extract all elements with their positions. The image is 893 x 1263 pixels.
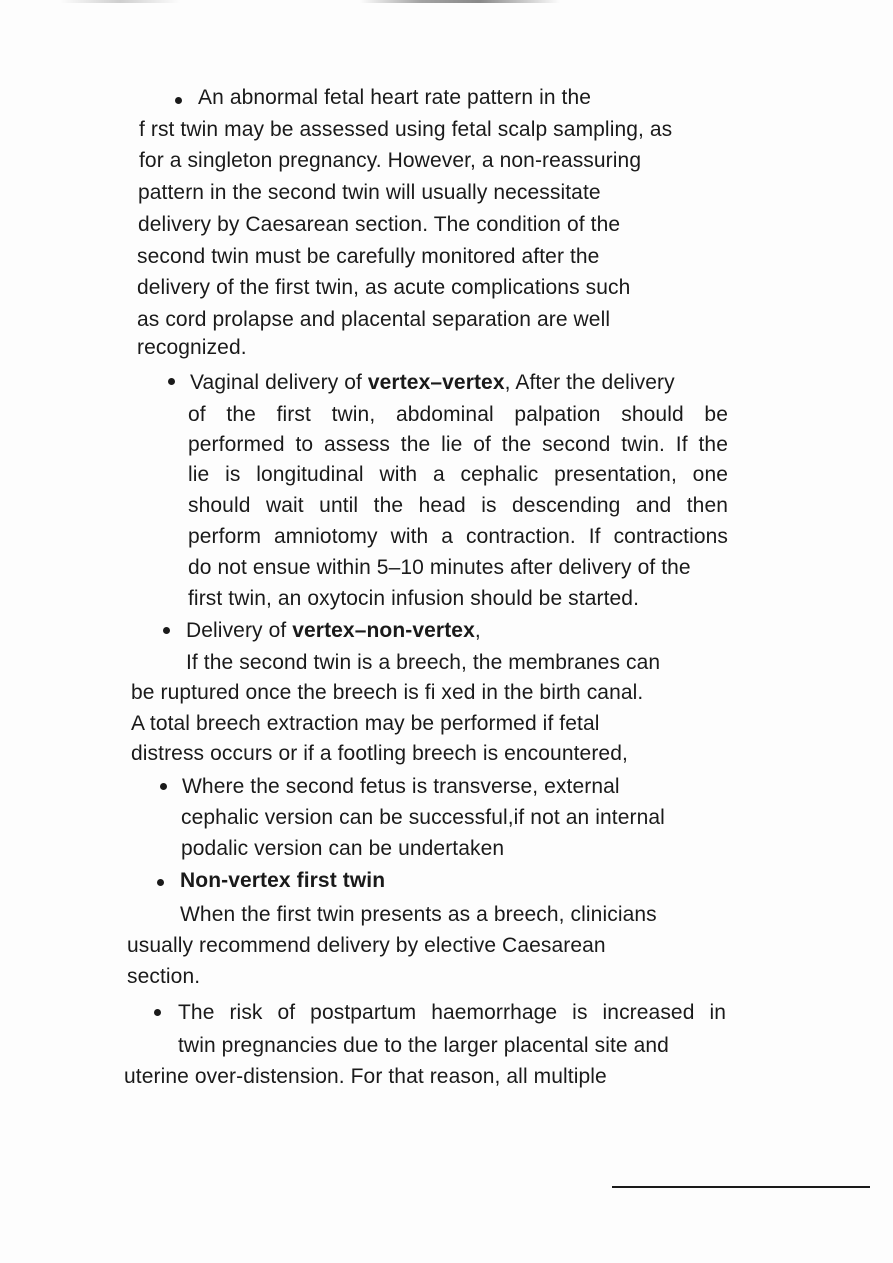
section-heading [180, 869, 385, 893]
text-line: pattern in the second twin will usually necessitate [138, 181, 601, 204]
text-run: Delivery of [186, 619, 293, 642]
text-line: second twin must be carefully monitored after the [137, 245, 600, 268]
text-line: should wait until the head is descending and then [188, 494, 728, 517]
text-line: If the second twin is a breech, the membranes can [186, 651, 661, 674]
text-line: performed to assess the lie of the second twin. If the [188, 433, 728, 456]
text-line: An abnormal fetal heart rate pattern in the [198, 86, 592, 109]
text-line: podalic version can be undertaken [181, 837, 505, 860]
text-run: , [474, 619, 481, 642]
term-vertex-non-vertex: vertex–non-vertex [292, 619, 475, 642]
text-run: Vaginal delivery of [190, 371, 368, 394]
term-vertex-vertex: vertex–vertex [367, 371, 505, 394]
text-line: uterine over-distension. For that reason, all multiple [124, 1065, 607, 1088]
text-line: f rst twin may be assessed using fetal scalp sampling, as [139, 118, 673, 141]
text-line: cephalic version can be successful,if not an internal [181, 806, 665, 829]
scan-artifact [60, 0, 180, 3]
text-line [190, 371, 675, 395]
bullet-icon [157, 879, 164, 886]
scan-artifact [360, 0, 560, 3]
text-line: The risk of postpartum haemorrhage is increased in [178, 1001, 726, 1024]
text-line: do not ensue within 5–10 minutes after delivery of the [188, 556, 691, 579]
footer-rule [612, 1186, 870, 1188]
bullet-icon [154, 1009, 161, 1016]
text-line: recognized. [137, 336, 247, 359]
text-line: perform amniotomy with a contraction. If contractions [188, 525, 728, 548]
text-line: as cord prolapse and placental separation are well [137, 308, 611, 331]
bullet-icon [175, 97, 182, 104]
text-line: be ruptured once the breech is fi xed in the birth canal. [131, 681, 644, 704]
text-line: A total breech extraction may be performed if fetal [131, 712, 600, 735]
text-line: of the first twin, abdominal palpation should be [188, 403, 728, 426]
bullet-icon [168, 378, 175, 385]
text-run: , After the delivery [504, 371, 675, 394]
text-line: distress occurs or if a footling breech is encountered, [131, 742, 628, 765]
text-line: for a singleton pregnancy. However, a non-reassuring [139, 149, 642, 172]
text-line: section. [127, 965, 201, 988]
bullet-icon [163, 627, 170, 634]
text-line: twin pregnancies due to the larger placental site and [178, 1034, 669, 1057]
text-line [186, 619, 481, 643]
text-line: usually recommend delivery by elective Caesarean [127, 934, 606, 957]
bullet-icon [160, 783, 167, 790]
text-line: delivery by Caesarean section. The condition of the [138, 213, 621, 236]
text-line: delivery of the first twin, as acute complications such [137, 276, 631, 299]
text-line: Where the second fetus is transverse, external [182, 775, 620, 798]
text-line: lie is longitudinal with a cephalic presentation, one [188, 463, 728, 486]
text-line: When the first twin presents as a breech, clinicians [180, 903, 657, 926]
heading-text: Non-vertex first twin [180, 869, 386, 892]
text-line: first twin, an oxytocin infusion should be started. [188, 587, 640, 610]
